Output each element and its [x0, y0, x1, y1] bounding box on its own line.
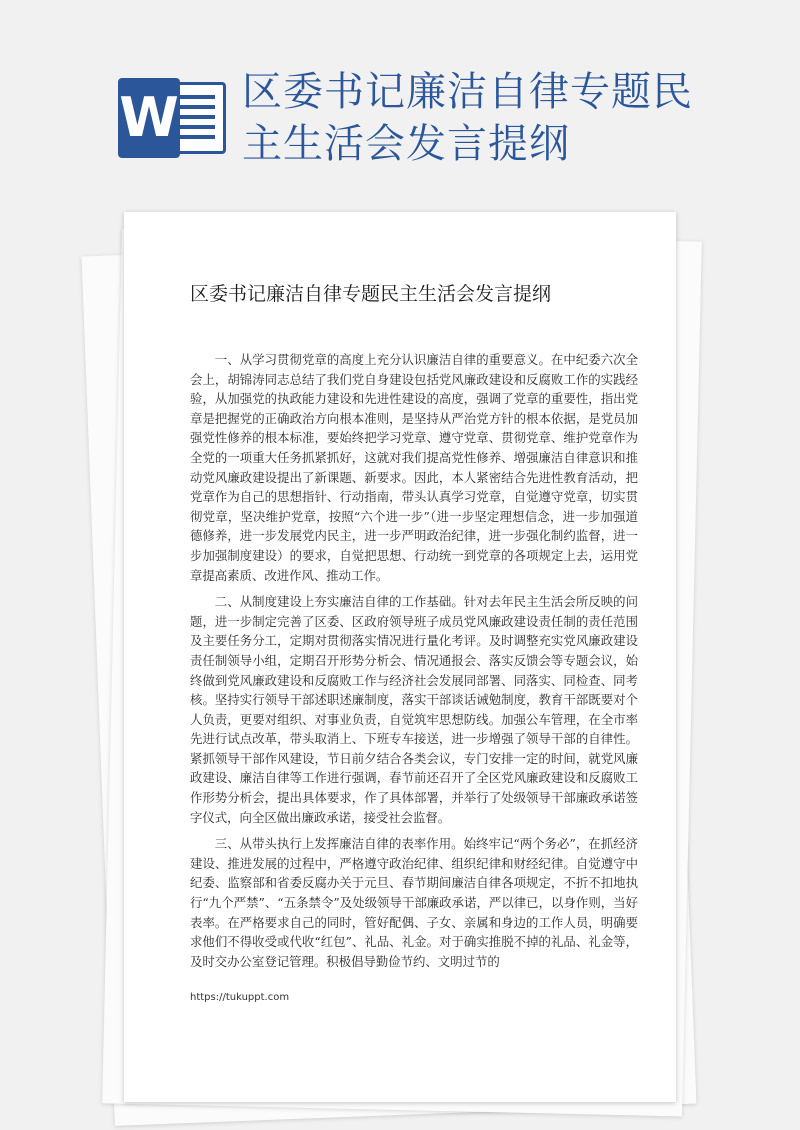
- paragraph-2: 二、从制度建设上夯实廉洁自律的工作基础。针对去年民主生活会所反映的问题，进一步制定完善了区委、区政府领导班子成员党风廉政建设责任制的责任范围及主要任务分工，定期对贯彻落实情况进行量化考评。及时调整充实党风廉政建设责任制领导小组，定期召开形势分析会、情况通报会、落实反馈会等专题会议，始终做到党风廉政建设和反腐败工作与经济社会发展同部署、同落实、同检查、同考核。坚持实行领导干部述职述廉制度，落实干部谈话诫勉制度，教育干部既要对个人负责，更要对组织、对事业负责，自觉筑牢思想防线。加强公车管理，在全市率先进行试点改革，带头取消上、下班专车接送，进一步增强了领导干部的自律性。紧抓领导干部作风建设，节日前夕结合各类会议，专门安排一定的时间，就党风廉政建设、廉洁自律等工作进行强调，春节前还召开了全区党风廉政建设和反腐败工作形势分析会，提出具体要求，作了具体部署，并举行了处级领导干部廉政承诺签字仪式，向全区做出廉政承诺，接受社会监督。: [190, 594, 638, 825]
- document-page: [124, 212, 676, 1102]
- banner: [0, 0, 800, 200]
- paragraph-1: 一、从学习贯彻党章的高度上充分认识廉洁自律的重要意义。在中纪委六次全会上，胡锦涛同志总结了我们党自身建设包括党风廉政建设和反腐败工作的实践经验，从加强党的执政能力建设和先进性建设的高度，强调了党章的重要性，指出党章是把握党的正确政治方向根本准则，是坚持从严治党方针的根本依据，是党员加强党性修养的根本标准，要始终把学习党章、遵守党章、贯彻党章、维护党章作为全党的一项重大任务抓紧抓好，这就对我们提高党性修养、增强廉洁自律意识和推动党风廉政建设提出了新课题、新要求。因此，本人紧密结合先进性教育活动，把党章作为自己的思想指针、行动指南，带头认真学习党章，自觉遵守党章，切实贯彻党章，坚决维护党章，按照“六个进一步”（进一步坚定理想信念，进一步加强道德修养，进一步发展党内民主，进一步严明政治纪律，进一步强化制约监督，进一步加强制度建设）的要求，自觉把思想、行动统一到党章的各项规定上去，运用党章提高素质、改进作风、推动工作。: [190, 352, 638, 583]
- document-title: 区委书记廉洁自律专题民主生活会发言提纲: [190, 283, 552, 305]
- document-body: [190, 350, 638, 978]
- banner-title: 区委书记廉洁自律专题民主生活会发言提纲: [242, 69, 693, 167]
- paragraph-3: 三、从带头执行上发挥廉洁自律的表率作用。始终牢记“两个务必”，在抓经济建设、推进发展的过程中，严格遵守政治纪律、组织纪律和财经纪律。自觉遵守中纪委、监察部和省委反腐办关于元旦、春节期间廉洁自律各项规定，不折不扣地执行“九个严禁”、“五条禁令”及处级领导干部廉政承诺，严以律已，以身作则，当好表率。在严格要求自己的同时，管好配偶、子女、亲属和身边的工作人员，明确要求他们不得收受或代收“红包”、礼品、礼金。对于确实推脱不掉的礼品、礼金等，及时交办公室登记管理。积极倡导勤俭节约、文明过节的: [190, 836, 638, 969]
- footer-url[interactable]: https://tukuppt.com: [190, 992, 290, 1003]
- word-icon: [118, 78, 226, 158]
- word-icon-letter: W: [118, 78, 180, 158]
